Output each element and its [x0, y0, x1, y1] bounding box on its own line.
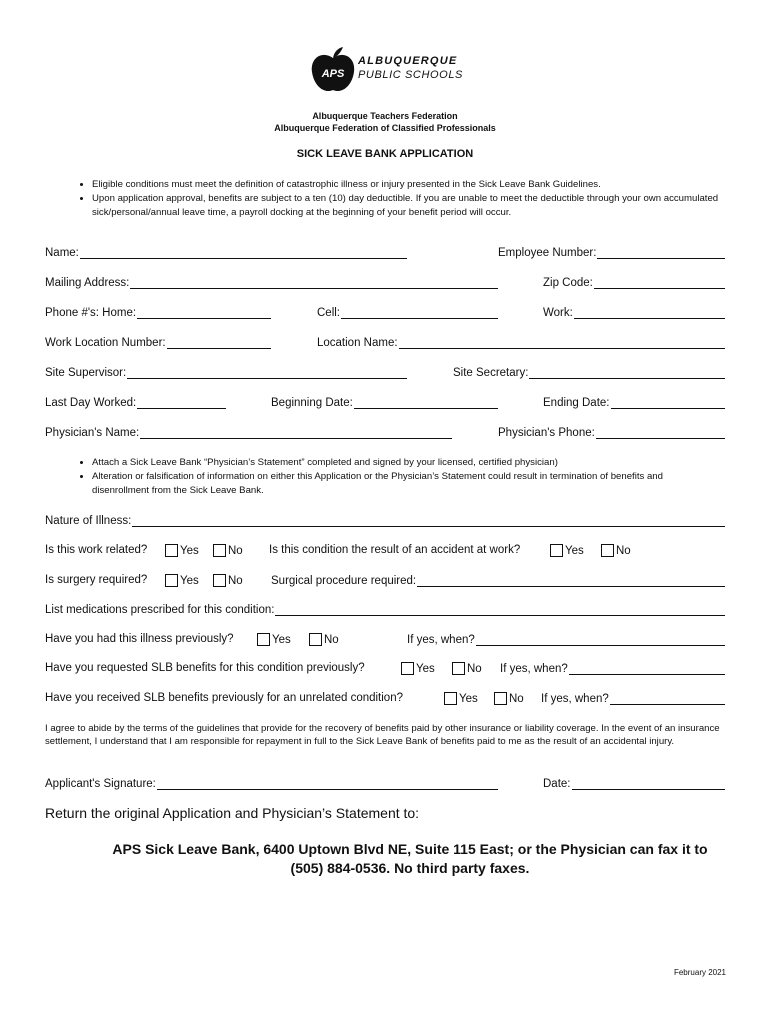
- logo-line-1: ALBUQUERQUE: [358, 55, 458, 67]
- had-previously-when-field[interactable]: If yes, when?: [407, 633, 725, 646]
- received-slb-question: Have you received SLB benefits previously for an unrelated condition?: [45, 692, 403, 704]
- checkbox[interactable]: [213, 544, 226, 557]
- intro-bullet: • Eligible conditions must meet the definition of catastrophic illness or injury presented in the Sick Leave Bank Guidelines.: [92, 178, 722, 192]
- return-instructions: Return the original Application and Physician’s Statement to:: [45, 805, 420, 821]
- checkbox[interactable]: [309, 633, 322, 646]
- last-day-worked-field[interactable]: Last Day Worked:: [45, 396, 226, 409]
- svg-text:APS: APS: [321, 68, 345, 80]
- mid-bullet: • Attach a Sick Leave Bank “Physician’s Statement” completed and signed by your licensed, certified physician): [92, 456, 722, 470]
- checkbox[interactable]: [213, 574, 226, 587]
- checkbox[interactable]: [401, 662, 414, 675]
- location-name-field[interactable]: Location Name:: [317, 336, 725, 349]
- medications-field[interactable]: List medications prescribed for this condition:: [45, 603, 725, 616]
- employee-number-field[interactable]: Employee Number:: [498, 246, 725, 259]
- surgery-question: Is surgery required?: [45, 574, 148, 586]
- accident-yes[interactable]: Yes: [546, 544, 584, 557]
- checkbox[interactable]: [165, 544, 178, 557]
- org-1: Albuquerque Teachers Federation: [312, 111, 458, 121]
- nature-of-illness-field[interactable]: Nature of Illness:: [45, 514, 725, 527]
- checkbox[interactable]: [165, 574, 178, 587]
- zip-code-field[interactable]: Zip Code:: [543, 276, 725, 289]
- received-slb-yes[interactable]: Yes: [440, 692, 478, 705]
- mailing-address-field[interactable]: Mailing Address:: [45, 276, 498, 289]
- applicant-signature-field[interactable]: Applicant's Signature:: [45, 777, 498, 790]
- received-slb-no[interactable]: No: [490, 692, 524, 705]
- work-related-question: Is this work related?: [45, 544, 148, 556]
- organizations: [0, 110, 770, 134]
- name-field[interactable]: Name:: [45, 246, 407, 259]
- work-related-yes[interactable]: Yes: [161, 544, 199, 557]
- work-phone-field[interactable]: Work:: [543, 306, 725, 319]
- mid-bullets: [72, 456, 722, 498]
- logo-line-2: PUBLIC SCHOOLS: [358, 69, 463, 81]
- requested-slb-question: Have you requested SLB benefits for this condition previously?: [45, 662, 365, 674]
- work-location-number-field[interactable]: Work Location Number:: [45, 336, 271, 349]
- agreement-text: I agree to abide by the terms of the guidelines that provide for the recovery of benefits paid by other insurance or liability coverage. In the event of an insurance settlement, I understand that I am responsible for repayment in full to the Sick Leave Bank of benefits paid to me as the result of an accidental injury.: [45, 723, 720, 747]
- surgical-procedure-field[interactable]: Surgical procedure required:: [271, 574, 725, 587]
- intro-bullets: [72, 178, 722, 220]
- site-secretary-field[interactable]: Site Secretary:: [453, 366, 725, 379]
- requested-slb-when-field[interactable]: If yes, when?: [500, 662, 725, 675]
- ending-date-field[interactable]: Ending Date:: [543, 396, 725, 409]
- had-previously-yes[interactable]: Yes: [253, 633, 291, 646]
- aps-address-line-2: (505) 884-0536. No third party faxes.: [290, 860, 530, 876]
- checkbox[interactable]: [550, 544, 563, 557]
- accident-question: Is this condition the result of an accident at work?: [269, 544, 521, 556]
- page-title: SICK LEAVE BANK APPLICATION: [296, 148, 474, 160]
- had-previously-no[interactable]: No: [305, 633, 339, 646]
- footer-date: February 2021: [673, 968, 726, 977]
- beginning-date-field[interactable]: Beginning Date:: [271, 396, 498, 409]
- physicians-phone-field[interactable]: Physician's Phone:: [498, 426, 725, 439]
- accident-no[interactable]: No: [597, 544, 631, 557]
- checkbox[interactable]: [494, 692, 507, 705]
- aps-address: [80, 840, 740, 878]
- work-related-no[interactable]: No: [209, 544, 243, 557]
- checkbox[interactable]: [452, 662, 465, 675]
- apple-icon: [308, 44, 358, 94]
- org-2: Albuquerque Federation of Classified Professionals: [274, 123, 496, 133]
- aps-logo: [308, 44, 468, 94]
- cell-field[interactable]: Cell:: [317, 306, 498, 319]
- had-previously-question: Have you had this illness previously?: [45, 633, 234, 645]
- intro-bullet: • Upon application approval, benefits are subject to a ten (10) day deductible. If you are unable to meet the deductible through your own accumulated sick/personal/annual leave time, a payroll docking at the beginning of your benefit period will occur.: [92, 192, 722, 220]
- requested-slb-no[interactable]: No: [448, 662, 482, 675]
- received-slb-when-field[interactable]: If yes, when?: [541, 692, 725, 705]
- requested-slb-yes[interactable]: Yes: [397, 662, 435, 675]
- signature-date-field[interactable]: Date:: [543, 777, 725, 790]
- mid-bullet: • Alteration or falsification of information on either this Application or the Physician’s Statement could result in termination of benefits and disenrollment from the Sick Leave Bank.: [92, 470, 722, 498]
- aps-address-line-1: APS Sick Leave Bank, 6400 Uptown Blvd NE, Suite 115 East; or the Physician can fax it to: [112, 841, 708, 857]
- checkbox[interactable]: [257, 633, 270, 646]
- phone-home-field[interactable]: Phone #'s: Home:: [45, 306, 271, 319]
- checkbox[interactable]: [444, 692, 457, 705]
- surgery-no[interactable]: No: [209, 574, 243, 587]
- site-supervisor-field[interactable]: Site Supervisor:: [45, 366, 407, 379]
- checkbox[interactable]: [601, 544, 614, 557]
- surgery-yes[interactable]: Yes: [161, 574, 199, 587]
- physicians-name-field[interactable]: Physician's Name:: [45, 426, 452, 439]
